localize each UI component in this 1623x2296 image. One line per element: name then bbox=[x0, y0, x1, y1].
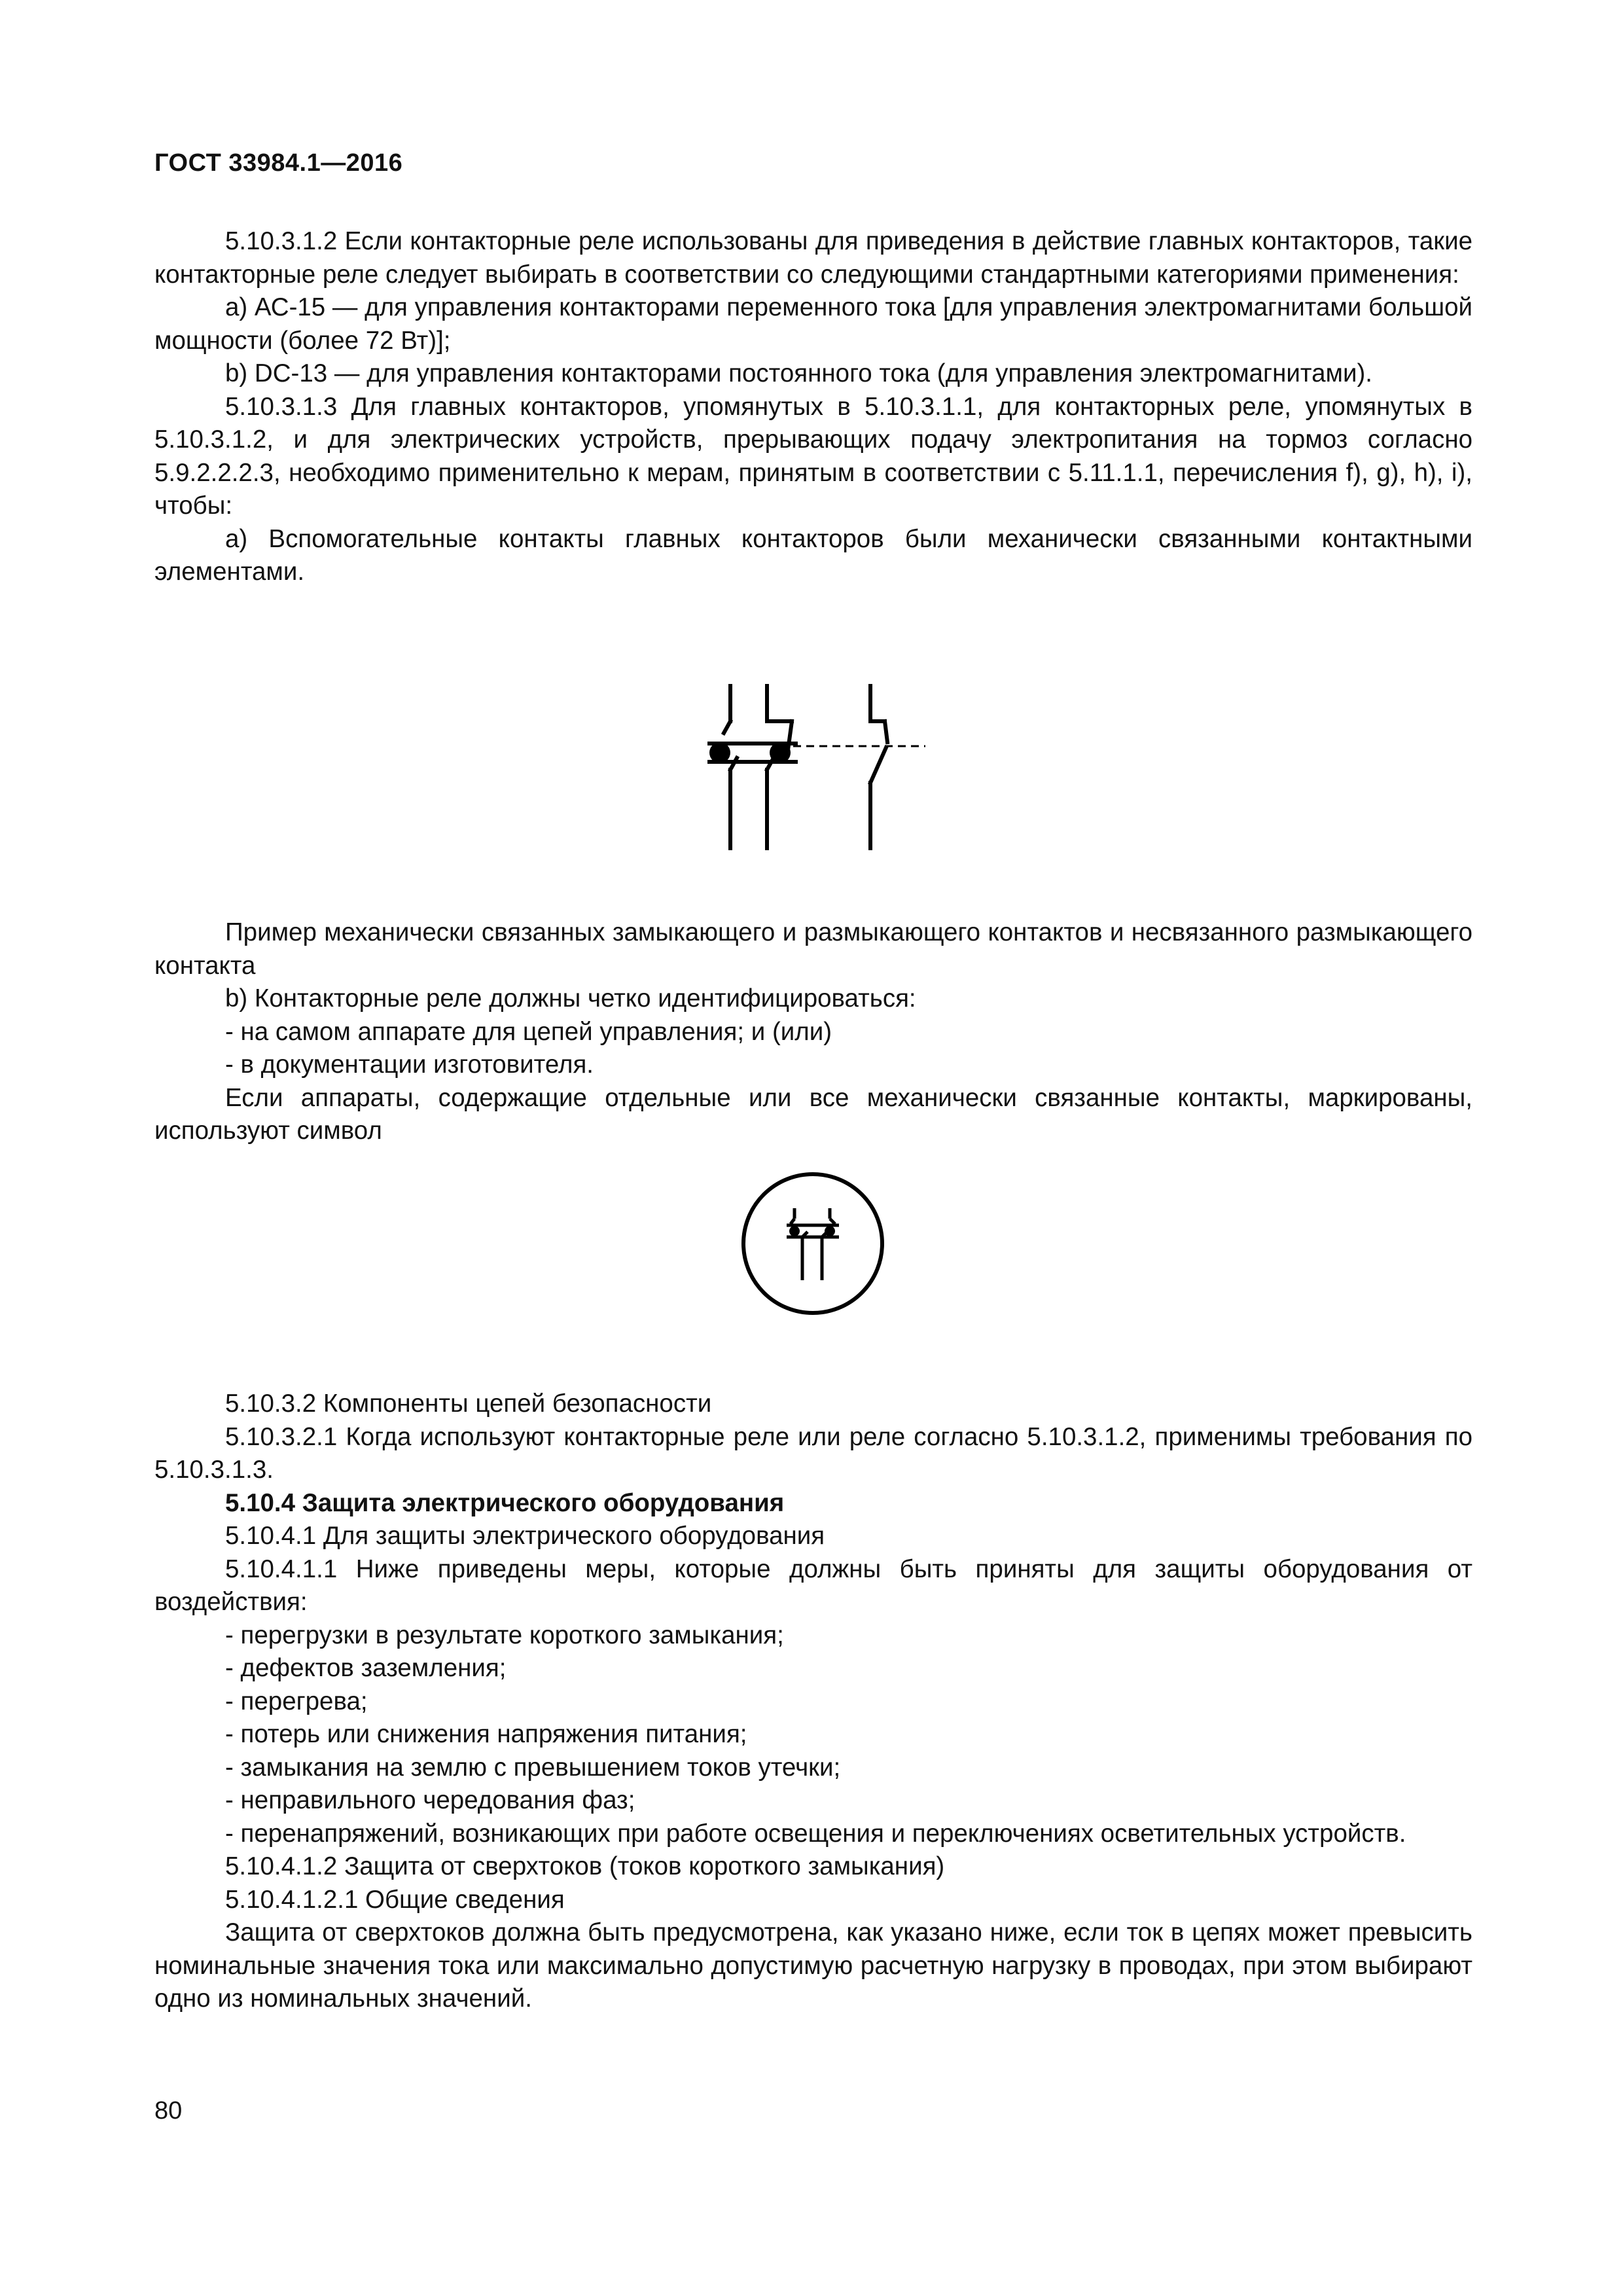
paragraph-5-10-4-1-2-1: 5.10.4.1.2.1 Общие сведения bbox=[225, 1885, 565, 1914]
page-number: 80 bbox=[154, 2097, 183, 2125]
section-contactor-relays bbox=[154, 225, 1472, 589]
dash-item-apparatus: - на самом аппарате для цепей управления; и (или) bbox=[225, 1017, 832, 1046]
section-heading-5-10-4: 5.10.4 Защита электрического оборудования bbox=[225, 1488, 785, 1517]
paragraph-symbol: Если аппараты, содержащие отдельные или все механически связанные контакты, маркированы, используют символ bbox=[154, 1083, 1472, 1145]
linked-contacts-symbol-icon bbox=[734, 1169, 891, 1319]
paragraph-5-10-3-2: 5.10.3.2 Компоненты цепей безопасности bbox=[225, 1390, 712, 1418]
paragraph-5-10-3-2-1: 5.10.3.2.1 Когда используют контакторные реле или реле согласно 5.10.3.1.2, применимы требования по 5.10.3.1.3. bbox=[154, 1422, 1472, 1484]
linked-contacts-diagram bbox=[687, 673, 936, 866]
dash-item-overload: - перегрузки в результате короткого замыкания; bbox=[225, 1621, 784, 1649]
paragraph-5-10-4-1-1: 5.10.4.1.1 Ниже приведены меры, которые должны быть приняты для защиты оборудования от воздействия: bbox=[154, 1554, 1472, 1616]
dash-item-overvoltage: - перенапряжений, возникающих при работе освещения и переключениях осветительных устройств. bbox=[225, 1819, 1406, 1848]
list-item-dc13: b) DC-13 — для управления контакторами постоянного тока (для управления электромагнитами). bbox=[225, 359, 1372, 387]
dash-item-ground-fault: - замыкания на землю с превышением токов утечки; bbox=[225, 1753, 841, 1782]
list-item-relay-identification: b) Контакторные реле должны четко идентифицироваться: bbox=[225, 984, 916, 1013]
paragraph-5-10-4-1-2: 5.10.4.1.2 Защита от сверхтоков (токов короткого замыкания) bbox=[225, 1852, 945, 1880]
section-safety-components bbox=[154, 1388, 1472, 2016]
paragraph-5-10-3-1-3: 5.10.3.1.3 Для главных контакторов, упомянутых в 5.10.3.1.1, для контакторных реле, упомянутых в 5.10.3.1.2, и для электрических устройств, прерывающих подачу электропитания на тормоз согласно 5.9.2.2.2.3, необходимо применительно к мерам, принятым в соответствии с 5.11.1.1, перечисления f), g), h), i), чтобы: bbox=[154, 392, 1472, 520]
dash-item-voltage-loss: - потерь или снижения напряжения питания; bbox=[225, 1720, 747, 1748]
dash-item-phase-sequence: - неправильного чередования фаз; bbox=[225, 1786, 635, 1814]
figure-caption: Пример механически связанных замыкающего и размыкающего контактов и несвязанного размыкающего контакта bbox=[154, 918, 1472, 980]
contacts-schematic-icon bbox=[687, 673, 936, 863]
paragraph-5-10-4-1: 5.10.4.1 Для защиты электрического оборудования bbox=[225, 1522, 825, 1550]
list-item-ac15: a) АС-15 — для управления контакторами переменного тока [для управления электромагнитами большой мощности (более 72 Вт)]; bbox=[154, 293, 1472, 355]
dash-item-overheating: - перегрева; bbox=[225, 1687, 368, 1715]
dash-item-documentation: - в документации изготовителя. bbox=[225, 1050, 594, 1079]
linked-contacts-symbol bbox=[734, 1169, 891, 1323]
section-figure-caption bbox=[154, 916, 1472, 1148]
list-item-auxiliary-contacts: a) Вспомогательные контакты главных контакторов были механически связанными контактными элементами. bbox=[154, 524, 1472, 586]
paragraph-5-10-3-1-2: 5.10.3.1.2 Если контакторные реле использованы для приведения в действие главных контакторов, такие контакторные реле следует выбирать в соответствии со следующими стандартными категориями применения: bbox=[154, 227, 1472, 289]
dash-item-earth-faults: - дефектов заземления; bbox=[225, 1654, 507, 1682]
document-header: ГОСТ 33984.1—2016 bbox=[154, 149, 403, 177]
paragraph-overcurrent: Защита от сверхтоков должна быть предусмотрена, как указано ниже, если ток в цепях может превысить номинальные значения тока или максимально допустимую расчетную нагрузку в проводах, при этом выбирают одно из номинальных значений. bbox=[154, 1918, 1472, 2013]
